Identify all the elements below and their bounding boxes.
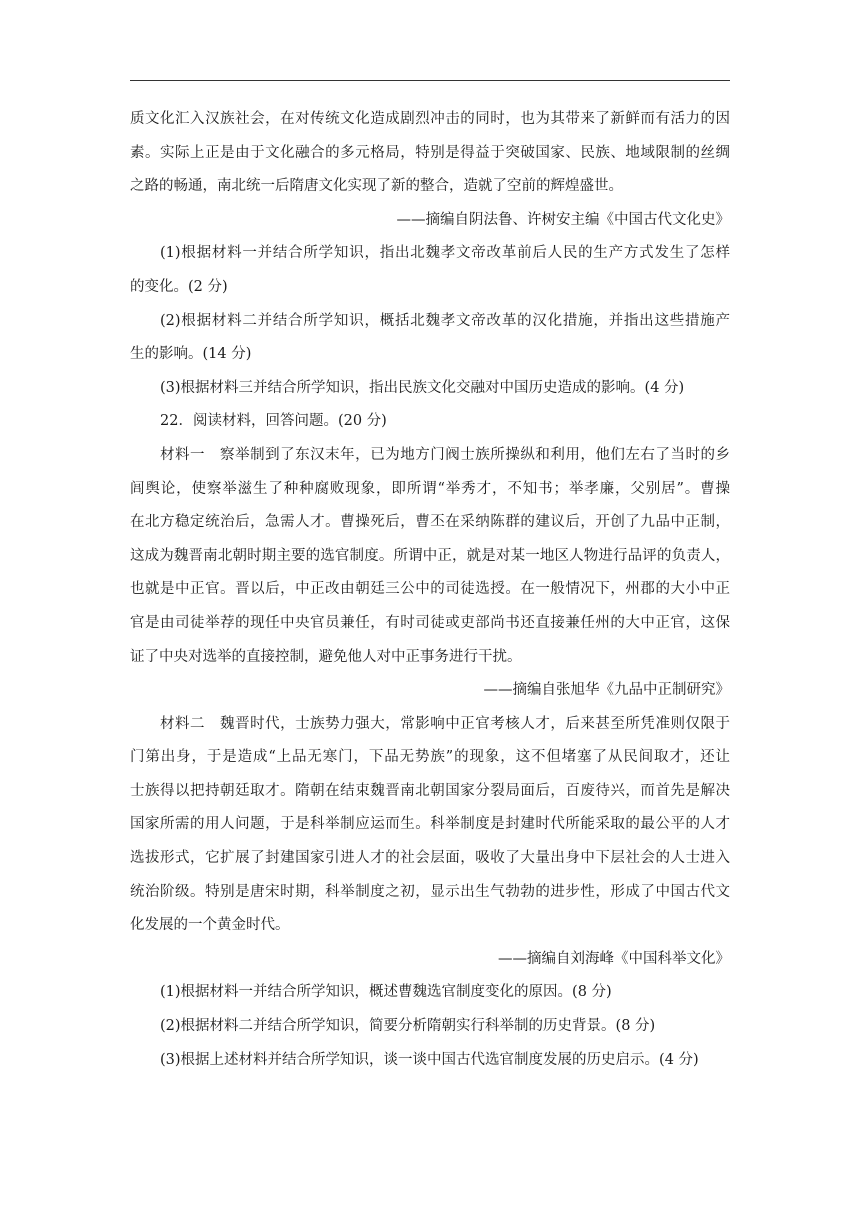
source-citation: ——摘编自张旭华《九品中正制研究》 — [483, 682, 730, 699]
question-text: (3)根据材料三并结合所学知识，指出民族文化交融对中国历史造成的影响。(4 分) — [160, 379, 685, 396]
material-text: 材料一 察举制到了东汉末年，已为地方门阀士族所操纵和利用，他们左右了当时的乡 — [160, 446, 730, 463]
text-line: 质文化汇入汉族社会，在对传统文化造成剧烈冲击的同时，也为其带来了新鲜而有活力的因 — [130, 111, 730, 127]
material-text: 闾舆论，使察举滋生了种种腐败现象，即所谓“举秀才，不知书；举孝廉，父别居”。曹操 — [130, 480, 730, 497]
question-text: 的变化。(2 分) — [130, 278, 228, 295]
question-text: (3)根据上述材料并结合所学知识，谈一谈中国古代选官制度发展的历史启示。(4 分) — [160, 1051, 699, 1068]
header-rule — [130, 80, 730, 81]
material-text: 化发展的一个黄金时代。 — [130, 917, 290, 934]
material-text: 在北方稳定统治后，急需人才。曹操死后，曹丕在采纳陈群的建议后，开创了九品中正制， — [130, 514, 730, 531]
text-line: 素。实际上正是由于文化融合的多元格局，特别是得益于突破国家、民族、地域限制的丝绸 — [130, 144, 730, 161]
material-text: 国家所需的用人问题，于是科举制应运而生。科举制度是封建时代所能采取的最公平的人才 — [130, 816, 730, 833]
question-text: 生的影响。(14 分) — [130, 346, 252, 363]
material-text: 材料二 魏晋时代，士族势力强大，常影响中正官考核人才，后来甚至所凭准则仅限于 — [160, 715, 730, 732]
material-text: 官是由司徒举荐的现任中央官员兼任，有时司徒或吏部尚书还直接兼任州的大中正官，这保 — [130, 614, 730, 631]
document-body — [130, 103, 730, 1077]
material-text: 这成为魏晋南北朝时期主要的选官制度。所谓中正，就是对某一地区人物进行品评的负责人， — [130, 547, 730, 564]
text-line: 之路的畅通，南北统一后隋唐文化实现了新的整合，造就了空前的辉煌盛世。 — [130, 178, 623, 195]
source-citation: ——摘编自刘海峰《中国科举文化》 — [498, 950, 730, 967]
material-text: 证了中央对选举的直接控制，避免他人对中正事务进行干扰。 — [130, 648, 522, 665]
material-text: 统治阶级。特别是唐宋时期，科举制度之初，显示出生气勃勃的进步性，形成了中国古代文 — [130, 883, 730, 900]
material-text: 选拔形式，它扩展了封建国家引进人才的社会层面，吸收了大量出身中下层社会的人士进入 — [130, 850, 730, 867]
question-text: (1)根据材料一并结合所学知识，概述曹魏选官制度变化的原因。(8 分) — [160, 984, 612, 1001]
question-text: (1)根据材料一并结合所学知识，指出北魏孝文帝改革前后人民的生产方式发生了怎样 — [160, 245, 730, 262]
source-citation: ——摘编自阴法鲁、许树安主编《中国古代文化史》 — [396, 211, 730, 228]
material-text: 门第出身，于是造成“上品无寒门，下品无势族”的现象，这不但堵塞了从民间取才，还让 — [130, 749, 730, 766]
question-heading: 22．阅读材料，回答问题。(20 分) — [160, 413, 387, 430]
question-text: (2)根据材料二并结合所学知识，概括北魏孝文帝改革的汉化措施，并指出这些措施产 — [160, 312, 730, 329]
question-text: (2)根据材料二并结合所学知识，简要分析隋朝实行科举制的历史背景。(8 分) — [160, 1018, 656, 1035]
material-text: 士族得以把持朝廷取才。隋朝在结束魏晋南北朝国家分裂局面后，百废待兴，而首先是解决 — [130, 782, 730, 799]
material-text: 也就是中正官。晋以后，中正改由朝廷三公中的司徒选授。在一般情况下，州郡的大小中正 — [130, 581, 730, 598]
